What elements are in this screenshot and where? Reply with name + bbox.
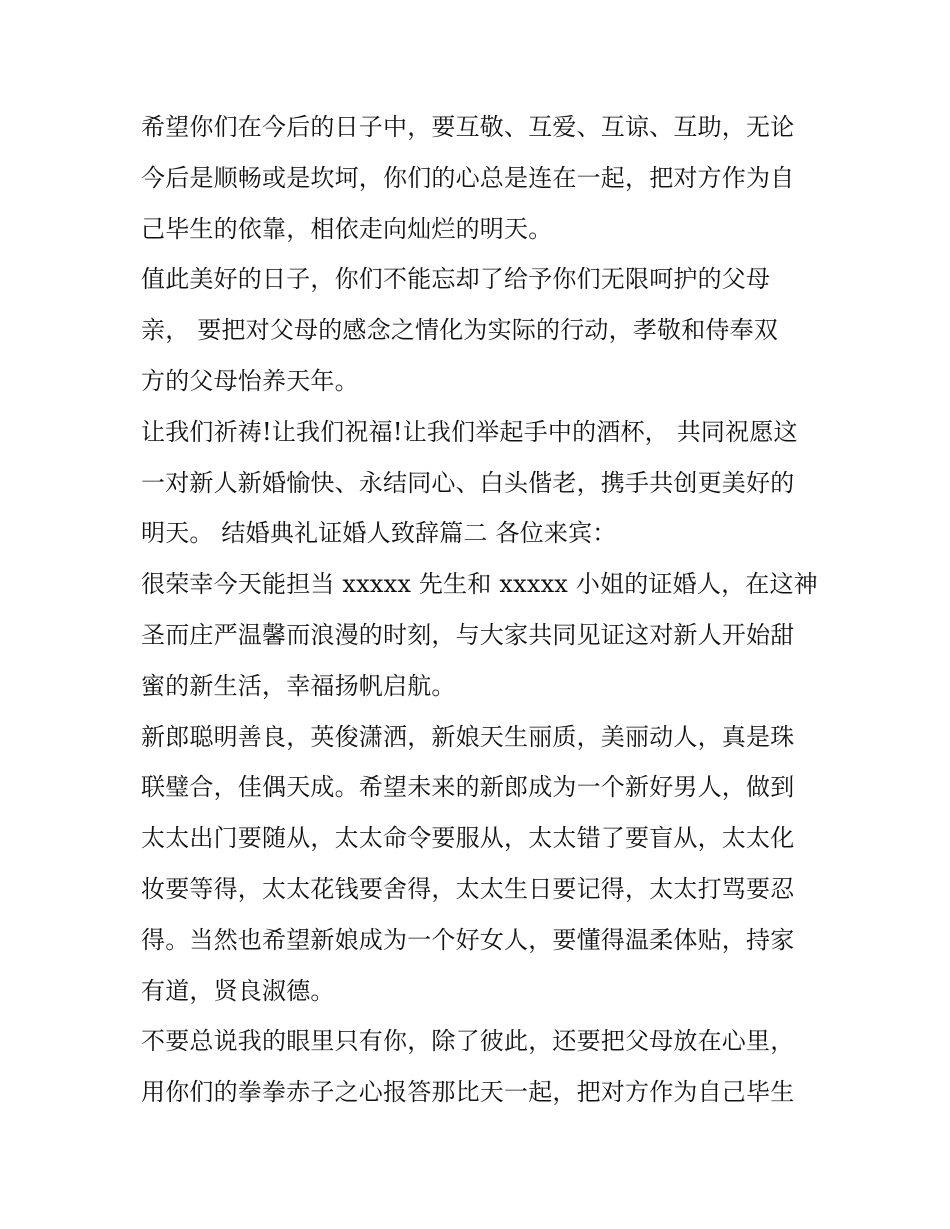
- text-line-9: 明天。 结婚典礼证婚人致辞篇二 各位来宾：: [141, 519, 617, 548]
- text-line-14: 联璧合，佳偶天成。希望未来的新郎成为一个新好男人，做到: [141, 773, 795, 802]
- text-line-20: 用你们的拳拳赤子之心报答那比天一起，把对方作为自己毕生: [141, 1078, 795, 1107]
- text-line-2: 今后是顺畅或是坎坷，你们的心总是连在一起，把对方作为自: [141, 163, 795, 192]
- text-line-5: 亲， 要把对父母的感念之情化为实际的行动，孝敬和侍奉双: [141, 316, 779, 345]
- text-line-12: 蜜的新生活，幸福扬帆启航。: [141, 671, 456, 700]
- text-line-19: 不要总说我的眼里只有你，除了彼此，还要把父母放在心里，: [141, 1027, 795, 1056]
- document-body: [141, 102, 821, 1118]
- text-line-16: 妆要等得，太太花钱要舍得，太太生日要记得，太太打骂要忍: [141, 874, 795, 903]
- text-line-8: 一对新人新婚愉快、永结同心、白头偕老，携手共创更美好的: [141, 468, 795, 497]
- text-line-17: 得。当然也希望新娘成为一个好女人，要懂得温柔体贴，持家: [141, 925, 795, 954]
- text-line-3: 己毕生的依靠，相依走向灿烂的明天。: [141, 214, 553, 243]
- text-line-6: 方的父母怡养天年。: [141, 366, 359, 395]
- text-line-10: 很荣幸今天能担当 xxxxx 先生和 xxxxx 小姐的证婚人，在这神: [141, 570, 818, 599]
- text-line-1: 希望你们在今后的日子中，要互敬、互爱、互谅、互助，无论: [141, 113, 795, 141]
- text-line-4: 值此美好的日子，你们不能忘却了给予你们无限呵护的父母: [141, 265, 771, 294]
- text-line-13: 新郎聪明善良，英俊潇洒，新娘天生丽质，美丽动人，真是珠: [141, 722, 795, 751]
- text-line-18: 有道，贤良淑德。: [141, 976, 335, 1005]
- text-line-7: 让我们祈祷!让我们祝福!让我们举起手中的酒杯， 共同祝愿这: [141, 417, 798, 446]
- text-line-11: 圣而庄严温馨而浪漫的时刻，与大家共同见证这对新人开始甜: [141, 620, 795, 649]
- text-line-15: 太太出门要随从，太太命令要服从，太太错了要盲从，太太化: [141, 824, 795, 853]
